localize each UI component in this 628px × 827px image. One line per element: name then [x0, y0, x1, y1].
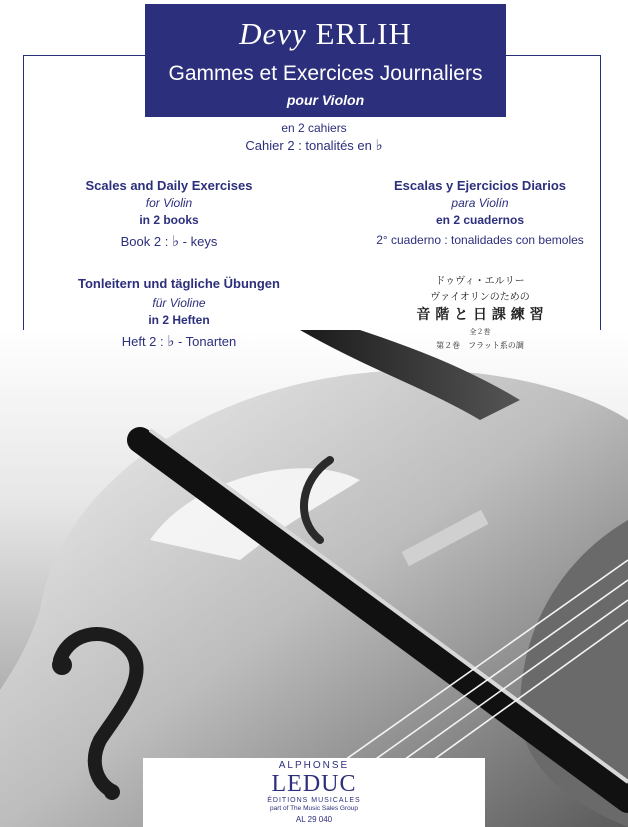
french-books: en 2 cahiers — [281, 121, 347, 135]
english-volume-suffix: - keys — [182, 234, 218, 249]
instrument-label: pour Violon — [286, 92, 365, 108]
japanese-instrument: ヴァイオリンのための — [430, 292, 530, 303]
english-title: Scales and Daily Exercises — [85, 178, 253, 193]
composer-name — [145, 16, 506, 52]
spanish-books: en 2 cuadernos — [435, 213, 525, 227]
spanish-title: Escalas y Ejercicios Diarios — [394, 178, 566, 193]
japanese-volume: 第２巻 フラット系の調 — [436, 341, 524, 350]
flat-icon: ♭ — [167, 332, 175, 350]
composer-first-name: Devy — [239, 16, 307, 51]
flat-icon: ♭ — [375, 136, 383, 154]
french-volume-text: Cahier 2 : tonalités en — [245, 138, 372, 153]
japanese-title: 音 階 と 日 課 練 習 — [416, 307, 544, 323]
japanese-composer: ドゥヴィ・エルリー — [435, 276, 525, 287]
flat-icon: ♭ — [171, 232, 180, 250]
english-books: in 2 books — [139, 213, 199, 227]
english-instrument: for Violin — [145, 196, 193, 210]
catalog-number: AL 29 040 — [295, 815, 333, 824]
german-title: Tonleitern und tägliche Übungen — [78, 276, 280, 291]
french-volume — [184, 136, 444, 154]
title-banner — [145, 4, 506, 117]
publisher-name-top: ALPHONSE — [278, 760, 350, 771]
publisher-group: part of The Music Sales Group — [269, 805, 359, 812]
publisher-logo — [143, 758, 485, 827]
work-title: Gammes et Exercices Journaliers — [168, 62, 483, 85]
publisher-name-main: LEDUC — [271, 771, 357, 797]
publisher-division: ÉDITIONS MUSICALES — [267, 797, 361, 804]
composer-last-name: ERLIH — [315, 16, 412, 51]
english-volume — [54, 232, 284, 250]
violin-photo — [0, 330, 628, 827]
german-instrument: für Violine — [152, 296, 206, 310]
german-volume-prefix: Heft 2 : — [121, 334, 164, 349]
english-volume-prefix: Book 2 : — [120, 234, 169, 249]
german-volume — [54, 332, 304, 350]
spanish-instrument: para Violín — [451, 196, 509, 210]
japanese-books: 全２巻 — [469, 328, 491, 336]
german-volume-suffix: - Tonarten — [177, 334, 237, 349]
german-books: in 2 Heften — [148, 313, 210, 327]
spanish-volume: 2° cuaderno : tonalidades con bemoles — [376, 233, 584, 247]
